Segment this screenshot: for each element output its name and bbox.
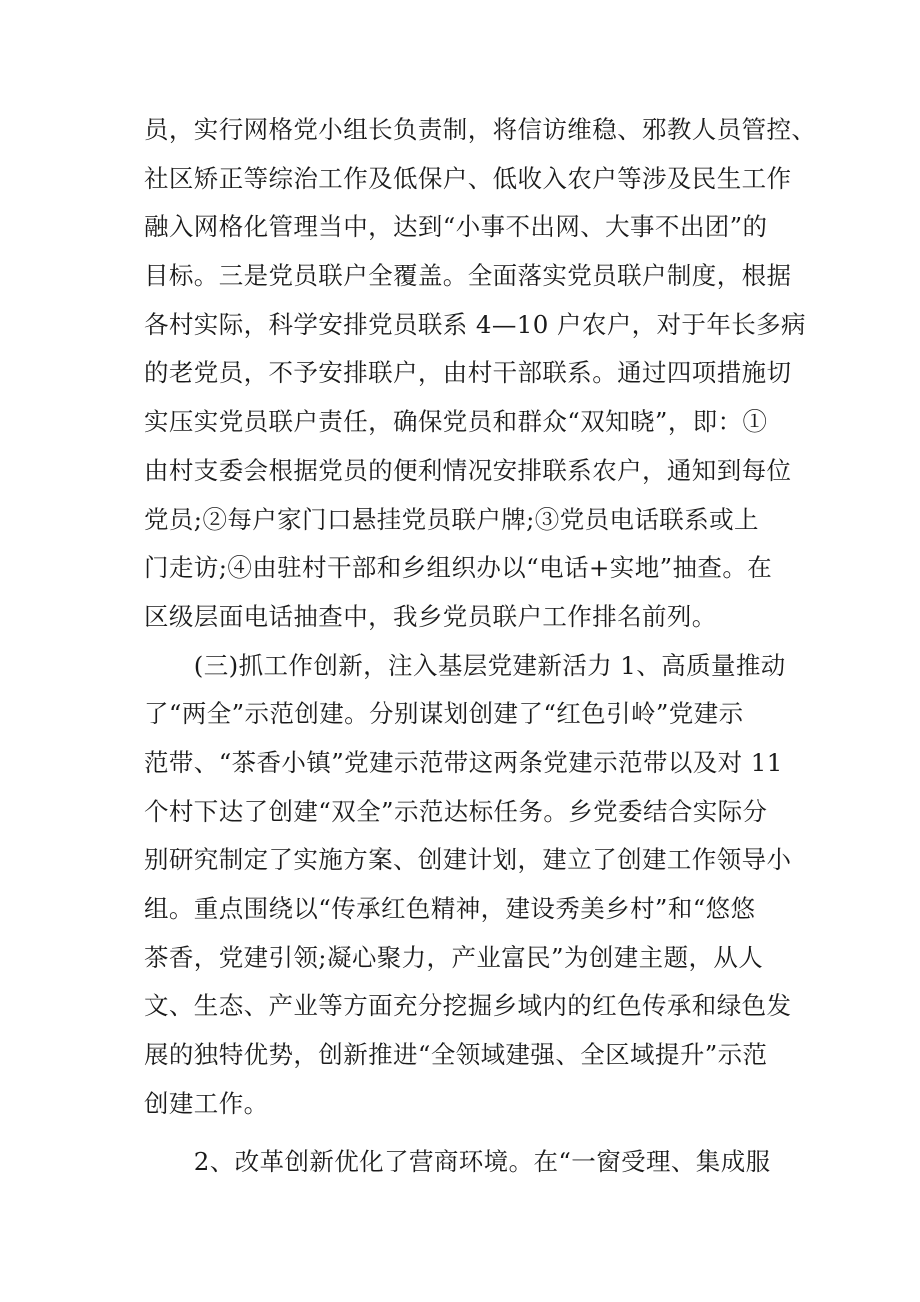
text-line: 社区矫正等综治工作及低保户、低收入农户等涉及民生工作 <box>144 163 792 193</box>
text-line: 各村实际，科学安排党员联系 4—10 户农户，对于年长多病 <box>144 309 806 339</box>
text-line: 范带、“茶香小镇”党建示范带这两条党建示范带以及对 11 <box>144 747 783 777</box>
text-line: 门走访;④由驻村干部和乡组织办以“电话+实地”抽查。在 <box>144 553 773 583</box>
text-line: (三)抓工作创新，注入基层党建新活力 1、高质量推动 <box>144 650 786 680</box>
text-line: 文、生态、产业等方面充分挖掘乡域内的红色传承和绿色发 <box>144 991 792 1021</box>
text-line: 实压实党员联户责任，确保党员和群众“双知晓”，即：① <box>144 407 768 437</box>
text-line: 党员;②每户家门口悬挂党员联户牌;③党员电话联系或上 <box>144 504 759 534</box>
text-line: 组。重点围绕以“传承红色精神，建设秀美乡村”和“悠悠 <box>144 894 756 923</box>
text-line: 由村支委会根据党员的便利情况安排联系农户，通知到每位 <box>144 455 792 485</box>
text-line: 目标。三是党员联户全覆盖。全面落实党员联户制度，根据 <box>144 261 792 291</box>
text-line: 了“两全”示范创建。分别谋划创建了“红色引岭”党建示 <box>144 699 744 729</box>
text-line: 区级层面电话抽查中，我乡党员联户工作排名前列。 <box>144 601 717 631</box>
body-text <box>144 106 817 1187</box>
text-line: 融入网格化管理当中，达到“小事不出网、大事不出团”的 <box>144 212 768 242</box>
text-line: 员，实行网格党小组长负责制，将信访维稳、邪教人员管控、 <box>144 115 817 144</box>
paragraph-gap <box>144 1128 784 1138</box>
text-line: 个村下达了创建“双全”示范达标任务。乡党委结合实际分 <box>144 796 768 826</box>
text-line: 别研究制定了实施方案、创建计划，建立了创建工作领导小 <box>144 845 792 875</box>
text-line: 展的独特优势，创新推进“全领域建强、全区域提升”示范 <box>144 1040 768 1070</box>
text-line: 茶香，党建引领;凝心聚力，产业富民”为创建主题，从人 <box>144 942 764 972</box>
text-line: 的老党员，不予安排联户，由村干部联系。通过四项措施切 <box>144 358 792 388</box>
text-line: 2、改革创新优化了营商环境。在“一窗受理、集成服 <box>144 1147 771 1177</box>
text-line: 创建工作。 <box>144 1088 269 1118</box>
